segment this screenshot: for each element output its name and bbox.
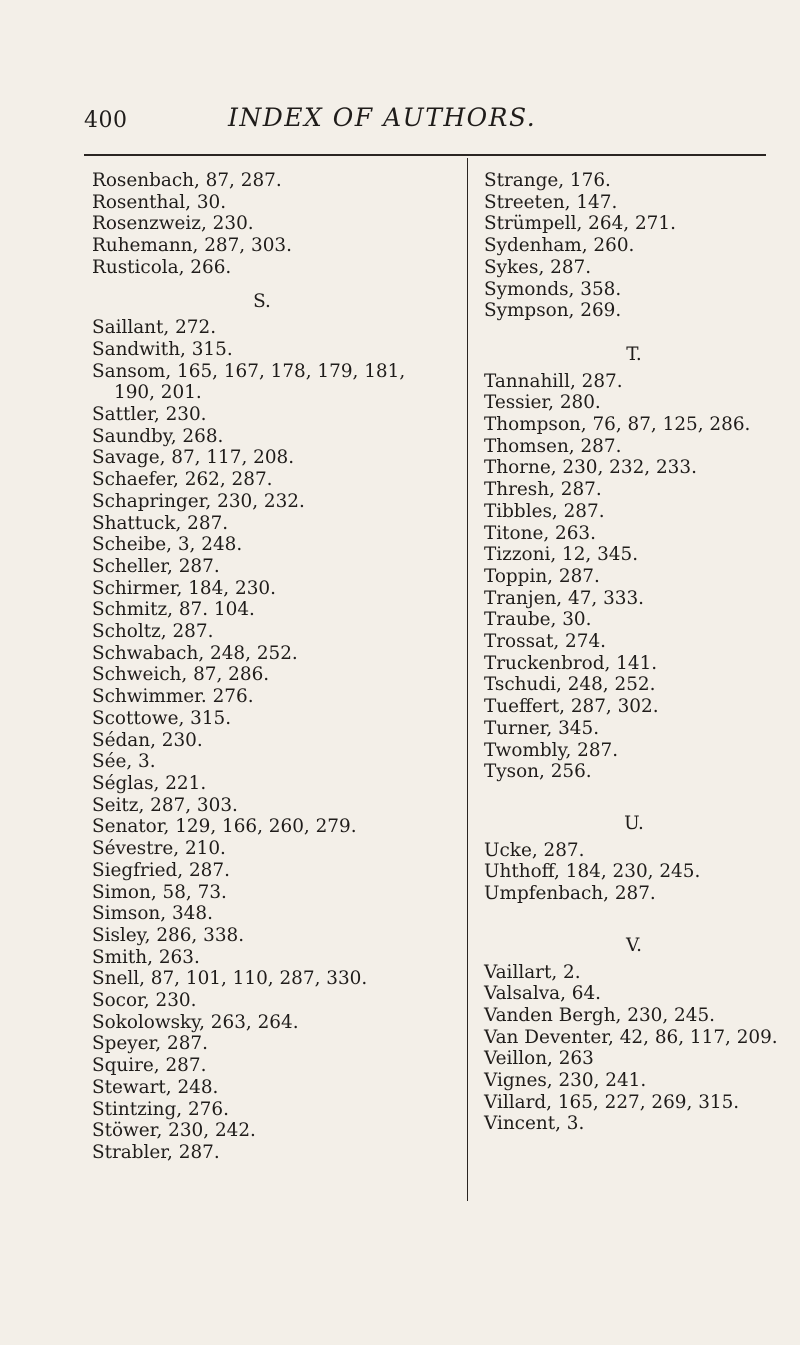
index-entry: Sansom, 165, 167, 178, 179, 181, [92, 360, 406, 382]
index-entry: Titone, 263. [484, 522, 596, 544]
section-letter-u: U. [624, 812, 644, 834]
index-group-s [92, 317, 432, 1163]
index-entry: Séglas, 221. [92, 772, 207, 794]
index-entry: Shattuck, 287. [92, 512, 229, 534]
index-entry: Tannahill, 287. [484, 370, 623, 392]
index-entry: Thresh, 287. [484, 479, 602, 501]
index-group-t [484, 371, 784, 783]
index-entry: Symonds, 358. [484, 278, 622, 300]
index-entry: Thomsen, 287. [484, 435, 622, 457]
page-number: 400 [84, 108, 128, 133]
index-entry: Rosenbach, 87, 287. [92, 170, 282, 191]
index-entry-continuation: 190, 201. [114, 382, 202, 404]
index-entry: Schaefer, 262, 287. [92, 469, 273, 491]
index-entry: Saundby, 268. [92, 425, 224, 447]
index-entry: Valsalva, 64. [484, 983, 602, 1005]
page-title: INDEX OF AUTHORS. [228, 103, 537, 132]
column-divider [467, 158, 468, 1201]
index-entry: Saillant, 272. [92, 317, 217, 339]
index-entry: Sokolowsky, 263, 264. [92, 1011, 299, 1033]
index-entry: Stöwer, 230, 242. [92, 1120, 256, 1142]
index-entry: Vanden Bergh, 230, 245. [484, 1004, 715, 1026]
section-letter-t: T. [626, 343, 642, 365]
index-entry: Tueffert, 287, 302. [484, 696, 659, 718]
index-entry: Sydenham, 260. [484, 235, 635, 257]
index-entry: Scheller, 287. [92, 555, 220, 577]
index-group-v [484, 962, 784, 1136]
index-entry: Schirmer, 184, 230. [92, 577, 276, 599]
index-group-r [92, 170, 432, 279]
index-entry: Turner, 345. [484, 717, 600, 739]
index-entry: Senator, 129, 166, 260, 279. [92, 816, 357, 838]
index-entry: Umpfenbach, 287. [484, 883, 656, 905]
index-group-u [484, 840, 784, 905]
index-entry: Stewart, 248. [92, 1076, 219, 1098]
index-entry: Smith, 263. [92, 946, 200, 968]
index-entry: Twombly, 287. [484, 739, 619, 761]
index-entry: Tschudi, 248, 252. [484, 674, 656, 696]
index-entry: Stintzing, 276. [92, 1098, 229, 1120]
index-entry: Sattler, 230. [92, 404, 207, 426]
index-entry: Scheibe, 3, 248. [92, 534, 243, 556]
index-entry: Streeten, 147. [484, 191, 618, 213]
index-entry: Rosenzweiz, 230. [92, 213, 254, 235]
right-column [484, 170, 784, 1135]
index-entry: Veillon, 263 [484, 1048, 594, 1070]
index-entry: Sévestre, 210. [92, 838, 226, 860]
index-entry: Vaillart, 2. [484, 961, 581, 983]
index-entry: Sée, 3. [92, 751, 156, 773]
index-entry: Rosenthal, 30. [92, 191, 227, 213]
index-entry: Strümpell, 264, 271. [484, 213, 676, 235]
index-entry: Sisley, 286, 338. [92, 924, 245, 946]
index-entry: Schwabach, 248, 252. [92, 642, 298, 664]
index-entry: Toppin, 287. [484, 565, 600, 587]
index-entry: Tyson, 256. [484, 761, 592, 783]
index-entry: Schweich, 87, 286. [92, 664, 270, 686]
index-entry: Sandwith, 315. [92, 338, 233, 360]
index-entry: Scottowe, 315. [92, 707, 232, 729]
index-entry: Tessier, 280. [484, 392, 601, 414]
index-entry: Schwimmer. 276. [92, 686, 254, 708]
index-entry: Simon, 58, 73. [92, 881, 227, 903]
index-entry: Socor, 230. [92, 990, 197, 1012]
index-entry: Squire, 287. [92, 1055, 207, 1077]
index-entry: Strabler, 287. [92, 1141, 220, 1163]
index-entry: Thorne, 230, 232, 233. [484, 457, 697, 479]
index-entry: Tizzoni, 12, 345. [484, 544, 639, 566]
index-entry: Vignes, 230, 241. [484, 1070, 647, 1092]
index-entry: Sympson, 269. [484, 300, 622, 322]
index-group-s-continued [484, 170, 784, 322]
index-entry: Sédan, 230. [92, 729, 203, 751]
index-entry: Villard, 165, 227, 269, 315. [484, 1091, 740, 1113]
index-entry: Sykes, 287. [484, 256, 592, 278]
index-entry: Ruhemann, 287, 303. [92, 235, 292, 257]
index-entry: Trossat, 274. [484, 631, 606, 653]
index-entry: Ucke, 287. [484, 839, 585, 861]
index-entry: Schapringer, 230, 232. [92, 490, 305, 512]
index-entry: Simson, 348. [92, 903, 213, 925]
index-entry: Scholtz, 287. [92, 621, 214, 643]
index-entry: Traube, 30. [484, 609, 592, 631]
index-entry: Snell, 87, 101, 110, 287, 330. [92, 968, 368, 990]
section-letter-v: V. [626, 934, 642, 956]
index-entry: Siegfried, 287. [92, 859, 230, 881]
index-entry: Seitz, 287, 303. [92, 794, 238, 816]
index-entry: Speyer, 287. [92, 1033, 208, 1055]
left-column [92, 170, 432, 1164]
section-letter-s: S. [253, 290, 271, 312]
index-entry: Van Deventer, 42, 86, 117, 209. [484, 1026, 778, 1048]
index-entry: Strange, 176. [484, 170, 611, 191]
index-entry: Tibbles, 287. [484, 500, 605, 522]
index-entry: Truckenbrod, 141. [484, 652, 658, 674]
index-entry: Thompson, 76, 87, 125, 286. [484, 414, 751, 436]
index-entry: Tranjen, 47, 333. [484, 587, 645, 609]
header-rule [84, 154, 766, 156]
index-entry: Savage, 87, 117, 208. [92, 447, 295, 469]
index-entry: Vincent, 3. [484, 1113, 585, 1135]
index-entry: Schmitz, 87. 104. [92, 599, 255, 621]
index-entry: Rusticola, 266. [92, 256, 232, 278]
index-entry: Uhthoff, 184, 230, 245. [484, 861, 701, 883]
